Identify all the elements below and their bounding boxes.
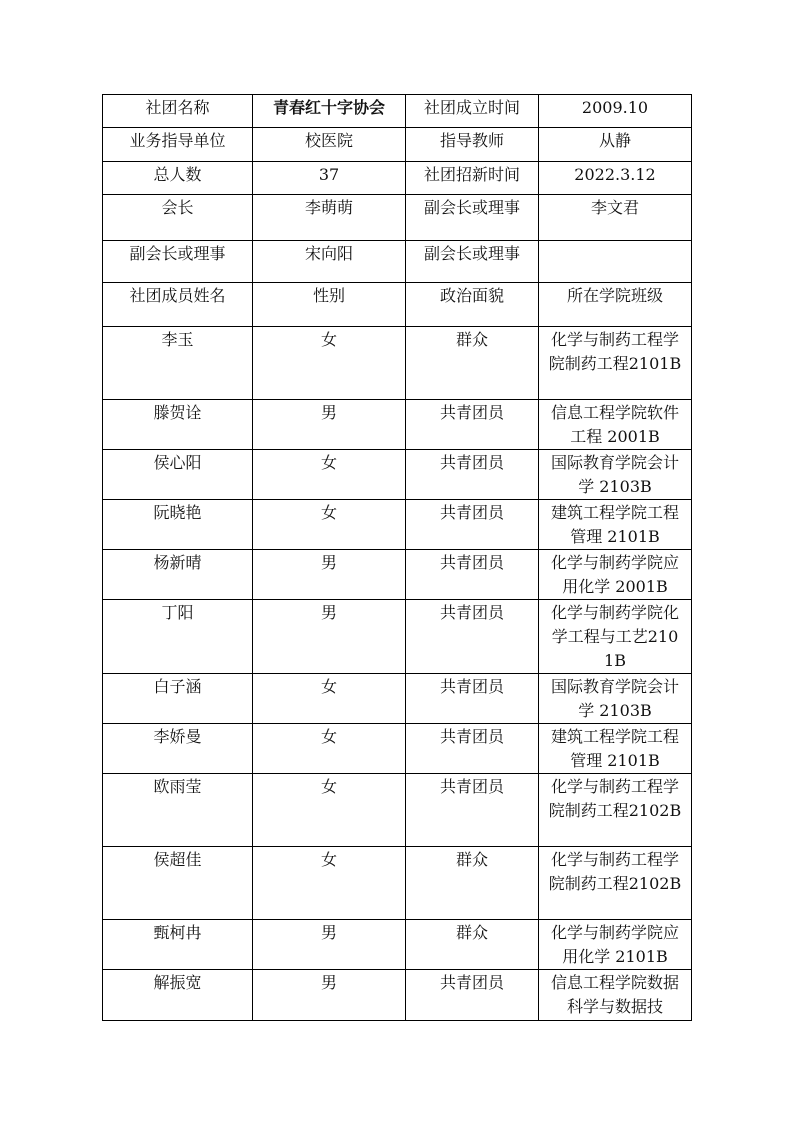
member-name: 杨新晴 <box>103 550 253 600</box>
member-class: 化学与制药学院应用化学 2101B <box>539 920 692 970</box>
member-class: 化学与制药学院应用化学 2001B <box>539 550 692 600</box>
member-class: 信息工程学院软件工程 2001B <box>539 400 692 450</box>
member-name-header: 社团成员姓名 <box>103 283 253 327</box>
member-status: 共青团员 <box>406 724 539 774</box>
recruit-date-label: 社团招新时间 <box>406 162 539 195</box>
member-gender: 女 <box>253 450 406 500</box>
vice-president-label: 副会长或理事 <box>406 195 539 241</box>
president-row <box>103 195 692 241</box>
member-name: 侯超佳 <box>103 847 253 920</box>
member-row <box>103 920 692 970</box>
member-status: 共青团员 <box>406 500 539 550</box>
vice-president-value: 李文君 <box>539 195 692 241</box>
member-status: 共青团员 <box>406 400 539 450</box>
president-value: 李萌萌 <box>253 195 406 241</box>
vice-president-value <box>539 241 692 283</box>
club-name-row <box>103 95 692 128</box>
member-name: 丁阳 <box>103 600 253 674</box>
advisor-label: 指导教师 <box>406 128 539 162</box>
member-gender: 男 <box>253 600 406 674</box>
member-row <box>103 600 692 674</box>
member-gender: 男 <box>253 970 406 1021</box>
recruit-date-value: 2022.3.12 <box>539 162 692 195</box>
member-class: 建筑工程学院工程管理 2101B <box>539 500 692 550</box>
vice-president-row <box>103 241 692 283</box>
member-gender: 女 <box>253 847 406 920</box>
member-class: 化学与制药工程学院制药工程2101B <box>539 327 692 400</box>
member-gender: 男 <box>253 400 406 450</box>
member-name: 侯心阳 <box>103 450 253 500</box>
member-header-row <box>103 283 692 327</box>
member-name: 李玉 <box>103 327 253 400</box>
member-row <box>103 500 692 550</box>
member-gender: 女 <box>253 327 406 400</box>
member-name: 李娇曼 <box>103 724 253 774</box>
member-row <box>103 550 692 600</box>
headcount-row <box>103 162 692 195</box>
member-name: 滕贺诠 <box>103 400 253 450</box>
member-status: 共青团员 <box>406 600 539 674</box>
member-status: 共青团员 <box>406 970 539 1021</box>
member-class: 建筑工程学院工程管理 2101B <box>539 724 692 774</box>
member-row <box>103 724 692 774</box>
supervisor-row <box>103 128 692 162</box>
member-row <box>103 774 692 847</box>
member-row <box>103 847 692 920</box>
member-class: 国际教育学院会计学 2103B <box>539 450 692 500</box>
member-status: 共青团员 <box>406 674 539 724</box>
supervising-unit-label: 业务指导单位 <box>103 128 253 162</box>
advisor-value: 从静 <box>539 128 692 162</box>
supervising-unit-value: 校医院 <box>253 128 406 162</box>
headcount-value: 37 <box>253 162 406 195</box>
member-status: 群众 <box>406 920 539 970</box>
member-row <box>103 450 692 500</box>
member-status: 群众 <box>406 847 539 920</box>
member-status: 共青团员 <box>406 550 539 600</box>
member-name: 白子涵 <box>103 674 253 724</box>
founded-label: 社团成立时间 <box>406 95 539 128</box>
vice-president-label: 副会长或理事 <box>406 241 539 283</box>
member-row <box>103 970 692 1021</box>
vice-president-value: 宋向阳 <box>253 241 406 283</box>
member-class: 国际教育学院会计学 2103B <box>539 674 692 724</box>
member-class: 化学与制药学院化学工程与工艺2101B <box>539 600 692 674</box>
member-gender: 女 <box>253 674 406 724</box>
member-gender-header: 性别 <box>253 283 406 327</box>
member-name: 解振宽 <box>103 970 253 1021</box>
club-name-label: 社团名称 <box>103 95 253 128</box>
club-info-table <box>102 94 692 1021</box>
member-status-header: 政治面貌 <box>406 283 539 327</box>
member-name: 阮晓艳 <box>103 500 253 550</box>
member-row <box>103 400 692 450</box>
founded-value: 2009.10 <box>539 95 692 128</box>
vice-president-label: 副会长或理事 <box>103 241 253 283</box>
president-label: 会长 <box>103 195 253 241</box>
club-name-value: 青春红十字协会 <box>253 95 406 128</box>
member-gender: 女 <box>253 724 406 774</box>
member-status: 群众 <box>406 327 539 400</box>
member-status: 共青团员 <box>406 450 539 500</box>
member-name: 甄柯冉 <box>103 920 253 970</box>
member-gender: 男 <box>253 550 406 600</box>
headcount-label: 总人数 <box>103 162 253 195</box>
member-row <box>103 327 692 400</box>
member-class-header: 所在学院班级 <box>539 283 692 327</box>
member-gender: 女 <box>253 774 406 847</box>
member-status: 共青团员 <box>406 774 539 847</box>
member-class: 化学与制药工程学院制药工程2102B <box>539 847 692 920</box>
member-row <box>103 674 692 724</box>
member-gender: 女 <box>253 500 406 550</box>
member-name: 欧雨莹 <box>103 774 253 847</box>
member-gender: 男 <box>253 920 406 970</box>
member-class: 信息工程学院数据科学与数据技 <box>539 970 692 1021</box>
member-class: 化学与制药工程学院制药工程2102B <box>539 774 692 847</box>
